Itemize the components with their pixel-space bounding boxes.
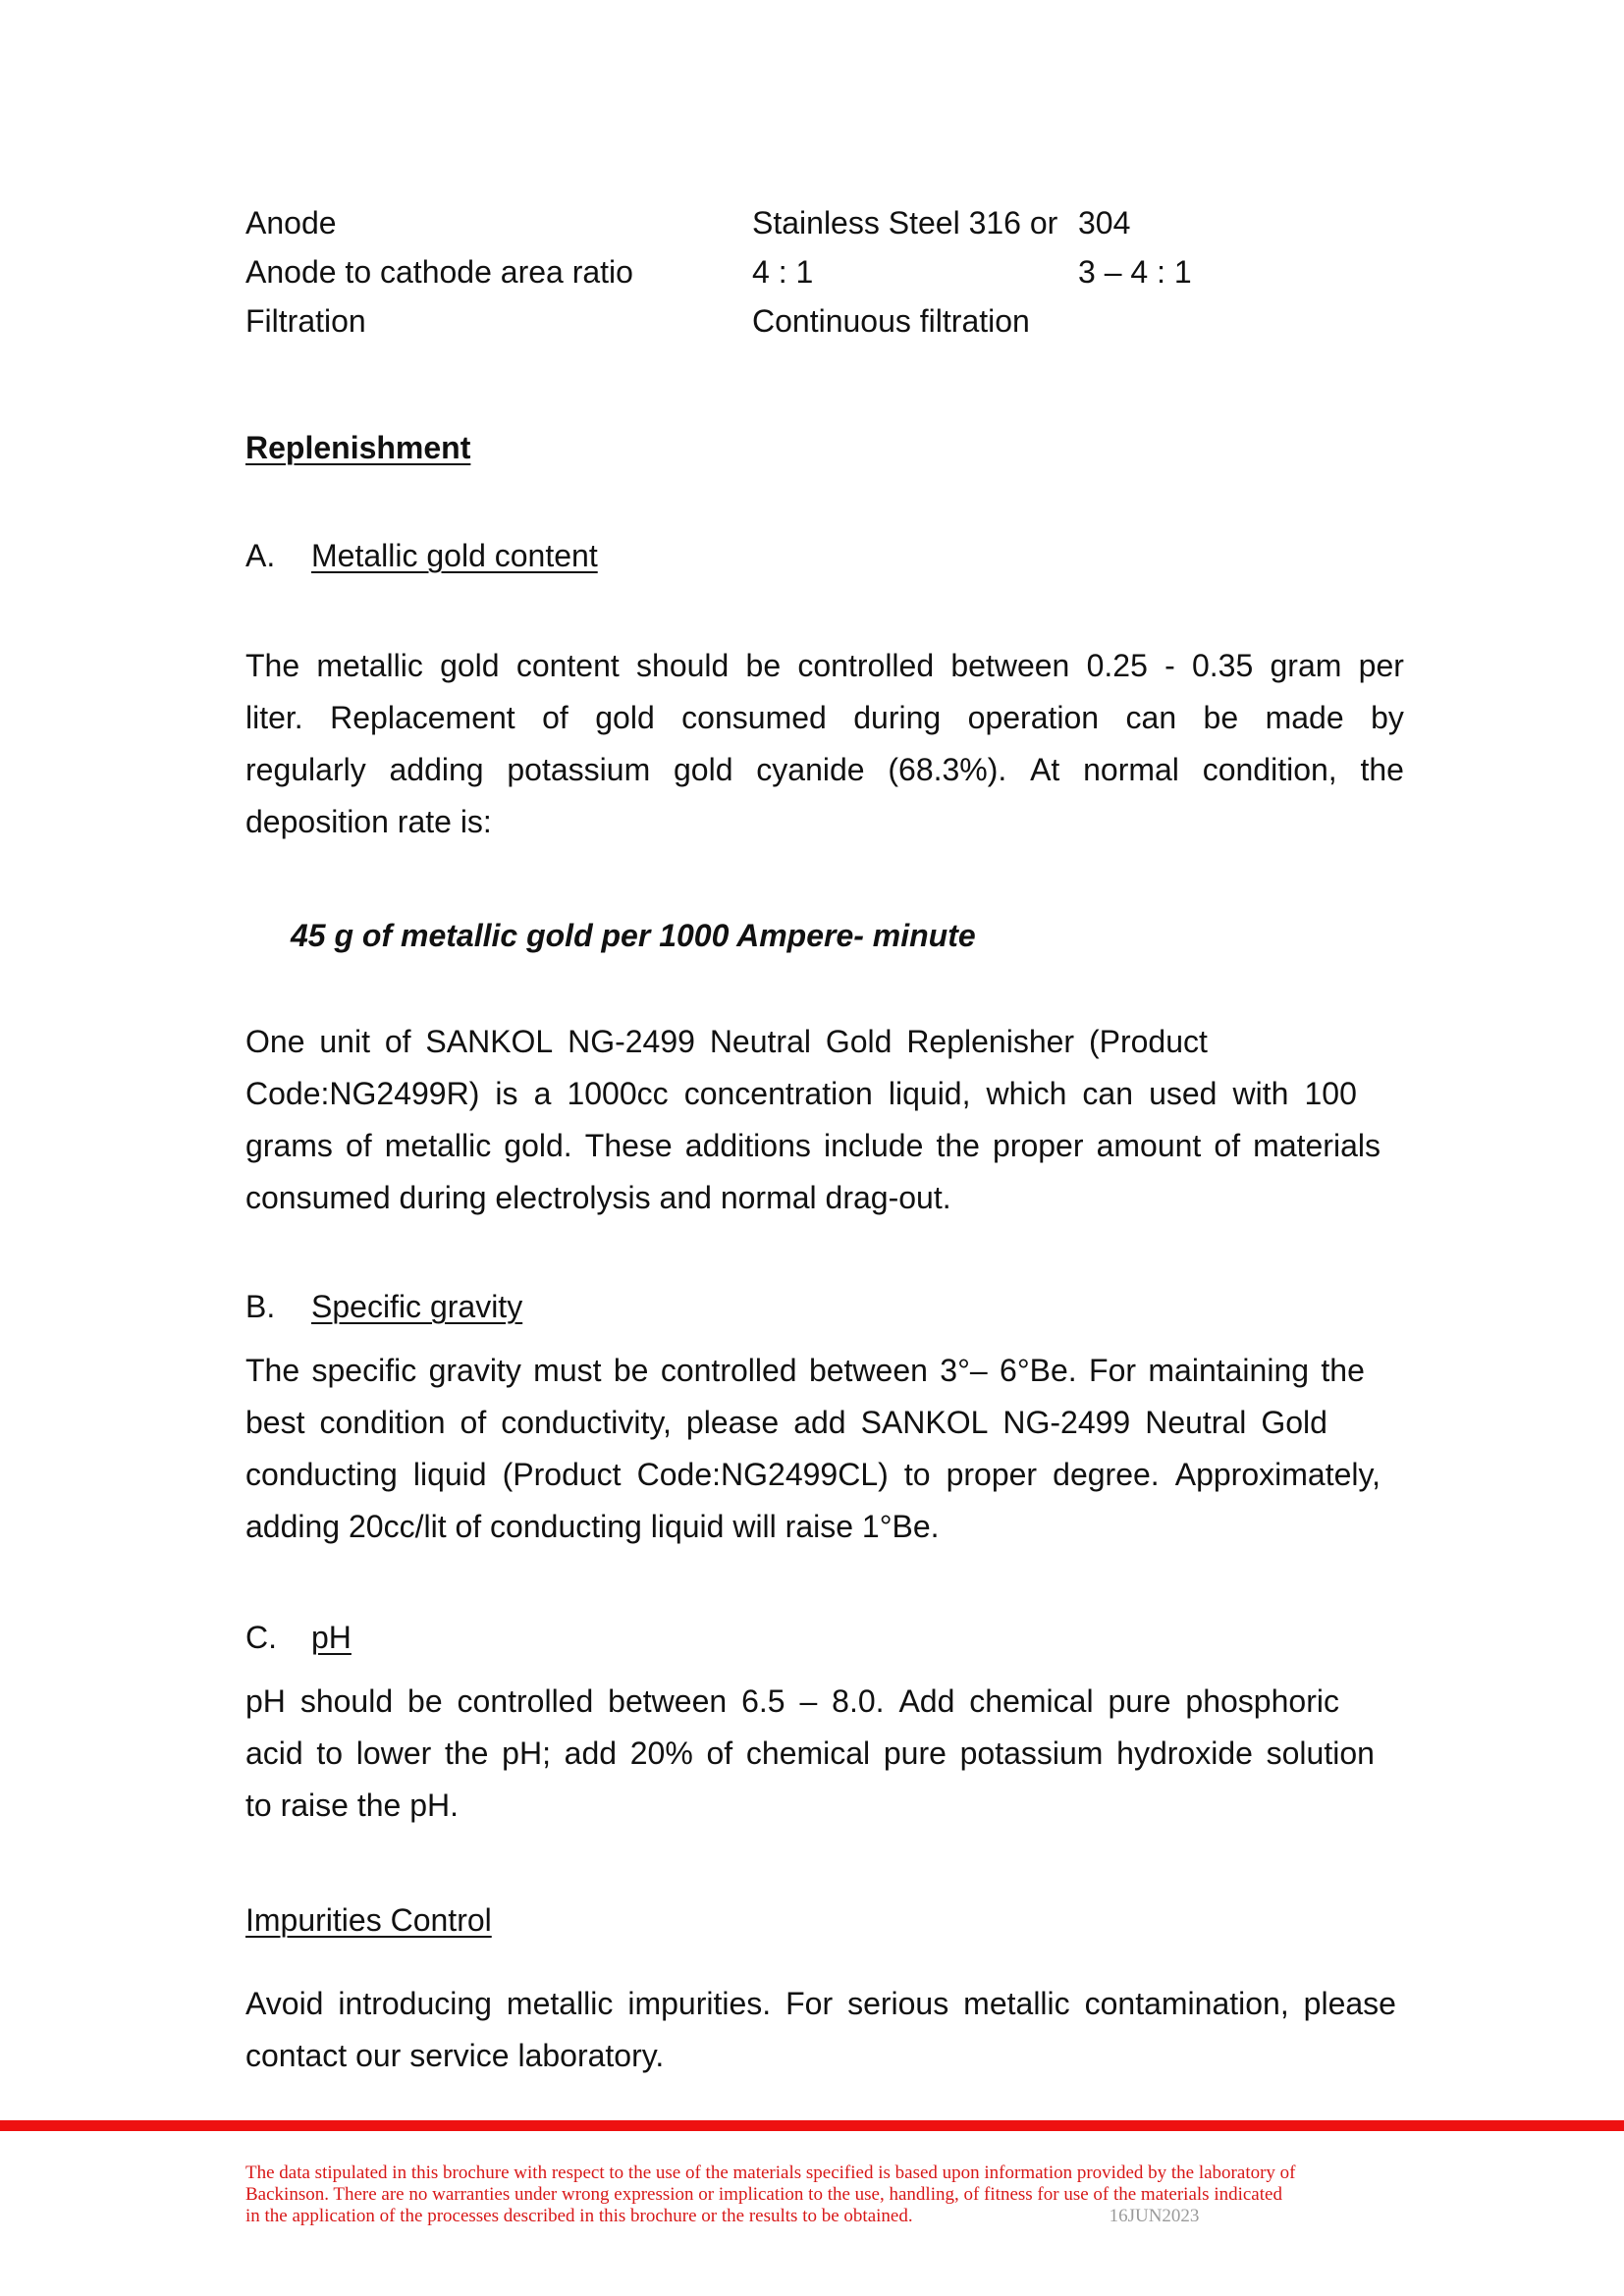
word: For [785, 1986, 834, 2021]
word: conductivity, [501, 1405, 672, 1440]
word: gravity [428, 1353, 521, 1388]
word: pH [245, 1683, 286, 1719]
word: is [495, 1076, 518, 1111]
word: consumed [681, 700, 827, 735]
word: between [950, 648, 1070, 683]
para-last-line: to raise the pH. [245, 1788, 459, 1823]
word: impurities. [627, 1986, 772, 2021]
word: The [245, 1353, 300, 1388]
word: content [515, 648, 620, 683]
word: the [1321, 1353, 1365, 1388]
word: pure [883, 1735, 947, 1771]
word: of [542, 700, 568, 735]
word: the [1360, 752, 1404, 787]
word: to [316, 1735, 344, 1771]
section-a-title: Metallic gold content [311, 538, 598, 573]
disclaimer-line-1: The data stipulated in this brochure with respect to the use of the materials specified is based upon information provided by the laboratory of [245, 2163, 1296, 2183]
word: of [384, 1024, 411, 1059]
disclaimer-line-3 [245, 2206, 1384, 2227]
word: please [685, 1405, 780, 1440]
spec-value-area-ratio: 4 : 1 [752, 254, 814, 290]
word: SANKOL [425, 1024, 554, 1059]
spec-label-filtration: Filtration [245, 303, 366, 339]
word: liter. [245, 700, 303, 735]
word: can [1082, 1076, 1134, 1111]
word: of [460, 1405, 487, 1440]
word: (68.3%). [888, 752, 1007, 787]
word: unit [319, 1024, 370, 1059]
para-line [245, 1449, 1380, 1501]
word: must [533, 1353, 602, 1388]
word: contamination, [1084, 1986, 1289, 2021]
word: 6°Be. [1000, 1353, 1077, 1388]
word: controlled [797, 648, 935, 683]
para-line [245, 1068, 1357, 1120]
word: (Product [502, 1457, 622, 1492]
word: solution [1266, 1735, 1375, 1771]
word: metallic [316, 648, 423, 683]
replenisher-paragraph [245, 1016, 1404, 1224]
word: condition, [1202, 752, 1337, 787]
word: of [345, 1128, 372, 1163]
word: For [1089, 1353, 1137, 1388]
word: liquid, [888, 1076, 971, 1111]
word: phosphoric [1185, 1683, 1339, 1719]
document-date: 16JUN2023 [1109, 2206, 1200, 2226]
word: metallic [963, 1986, 1070, 2021]
word: These [584, 1128, 673, 1163]
section-b-paragraph [245, 1345, 1404, 1553]
word: be [1203, 700, 1239, 735]
footer-disclaimer [245, 2163, 1384, 2227]
word: include [823, 1128, 924, 1163]
spec-value-filtration: Continuous filtration [752, 303, 1030, 339]
word: amount [1096, 1128, 1202, 1163]
word: Add [898, 1683, 955, 1719]
word: between [808, 1353, 928, 1388]
word: adding [389, 752, 484, 787]
word: pure [1108, 1683, 1171, 1719]
para-line [245, 1978, 1396, 2030]
word: proper [946, 1457, 1038, 1492]
word: 3°– [940, 1353, 988, 1388]
para-line [245, 1016, 1208, 1068]
word: proper [993, 1128, 1084, 1163]
word: should [636, 648, 730, 683]
word: gold [595, 700, 655, 735]
word: add [793, 1405, 846, 1440]
impurities-paragraph [245, 1978, 1404, 2082]
word: materials [1253, 1128, 1380, 1163]
word: pH; [502, 1735, 551, 1771]
word: gold. [504, 1128, 572, 1163]
word: during [853, 700, 942, 735]
word: (Product [1088, 1024, 1208, 1059]
word: 100 [1304, 1076, 1357, 1111]
word: condition [319, 1405, 446, 1440]
para-line [245, 1728, 1375, 1780]
word: chemical [969, 1683, 1094, 1719]
para-line [245, 1676, 1339, 1728]
word: metallic [384, 1128, 492, 1163]
section-c-letter: C. [245, 1620, 277, 1655]
word: Approximately, [1174, 1457, 1380, 1492]
word: hydroxide [1116, 1735, 1253, 1771]
word: potassium [507, 752, 651, 787]
word: At [1030, 752, 1060, 787]
word: lower [355, 1735, 432, 1771]
word: gold [674, 752, 733, 787]
word: Gold [825, 1024, 893, 1059]
spec-value-anode: Stainless Steel 316 or [752, 205, 1058, 240]
word: operation [967, 700, 1100, 735]
para-line [245, 640, 1404, 692]
word: additions [684, 1128, 811, 1163]
word: serious [847, 1986, 949, 2021]
word: gram [1270, 648, 1342, 683]
footer-divider [0, 2120, 1624, 2131]
section-b-letter: B. [245, 1289, 276, 1324]
word: 0.35 [1191, 648, 1254, 683]
word: made [1265, 700, 1344, 735]
word: 0.25 [1086, 648, 1148, 683]
word: per [1358, 648, 1404, 683]
word: best [245, 1405, 305, 1440]
section-a-paragraph [245, 640, 1404, 848]
spec-label-area-ratio: Anode to cathode area ratio [245, 254, 633, 290]
para-line [245, 744, 1404, 796]
word: specific [311, 1353, 417, 1388]
word: controlled [457, 1683, 594, 1719]
spec-extra-area-ratio: 3 – 4 : 1 [1078, 254, 1192, 290]
word: be [745, 648, 782, 683]
para-last-line: adding 20cc/lit of conducting liquid will raise 1°Be. [245, 1509, 940, 1544]
word: controlled [660, 1353, 797, 1388]
disclaimer-line-3-text: in the application of the processes described in this brochure or the results to be obtained. [245, 2206, 913, 2226]
word: to [903, 1457, 931, 1492]
word: metallic [506, 1986, 614, 2021]
word: Code:NG2499CL) [636, 1457, 889, 1492]
word: gold [440, 648, 500, 683]
word: 1000cc [567, 1076, 669, 1111]
replenishment-heading: Replenishment [245, 430, 471, 465]
section-b-title: Specific gravity [311, 1289, 523, 1324]
word: chemical [745, 1735, 871, 1771]
para-last-line: consumed during electrolysis and normal drag-out. [245, 1180, 951, 1215]
word: should [299, 1683, 394, 1719]
word: cyanide [756, 752, 865, 787]
word: be [613, 1353, 649, 1388]
word: used [1149, 1076, 1218, 1111]
word: with [1232, 1076, 1289, 1111]
section-c-title: pH [311, 1620, 352, 1655]
word: degree. [1053, 1457, 1160, 1492]
word: add [564, 1735, 618, 1771]
spec-label-anode: Anode [245, 205, 337, 240]
word: Replacement [330, 700, 515, 735]
section-a-letter: A. [245, 538, 276, 573]
word: be [407, 1683, 443, 1719]
impurities-title: Impurities Control [245, 1902, 492, 1938]
word: Gold [1261, 1405, 1327, 1440]
word: of [1214, 1128, 1241, 1163]
word: Neutral [709, 1024, 811, 1059]
word: NG-2499 [1002, 1405, 1131, 1440]
para-line [245, 1120, 1380, 1172]
word: acid [245, 1735, 303, 1771]
word: which [986, 1076, 1067, 1111]
word: the [444, 1735, 489, 1771]
para-line [245, 1397, 1327, 1449]
word: Avoid [245, 1986, 324, 2021]
word: liquid [412, 1457, 487, 1492]
para-line [245, 1345, 1365, 1397]
disclaimer-line-2: Backinson. There are no warranties under wrong expression or implication to the use, handling, of fitness for use of the materials indicated [245, 2184, 1282, 2205]
word: SANKOL [860, 1405, 989, 1440]
word: 8.0. [832, 1683, 885, 1719]
para-last-line: contact our service laboratory. [245, 2038, 665, 2073]
word: maintaining [1148, 1353, 1310, 1388]
word: conducting [245, 1457, 398, 1492]
spec-extra-anode: 304 [1078, 205, 1131, 240]
word: NG-2499 [568, 1024, 695, 1059]
word: - [1164, 648, 1175, 683]
para-last-line: deposition rate is: [245, 804, 492, 839]
word: 20% [629, 1735, 693, 1771]
word: normal [1083, 752, 1179, 787]
word: The [245, 648, 300, 683]
word: 6.5 [741, 1683, 785, 1719]
word: can [1125, 700, 1177, 735]
word: concentration [683, 1076, 873, 1111]
word: Code:NG2499R) [245, 1076, 480, 1111]
section-c-paragraph [245, 1676, 1404, 1832]
deposition-rate: 45 g of metallic gold per 1000 Ampere- minute [291, 918, 976, 953]
word: Replenisher [906, 1024, 1075, 1059]
word: a [533, 1076, 552, 1111]
para-line [245, 692, 1404, 744]
word: by [1371, 700, 1404, 735]
word: introducing [338, 1986, 492, 2021]
word: the [936, 1128, 980, 1163]
word: One [245, 1024, 305, 1059]
word: – [799, 1683, 818, 1719]
word: Neutral [1145, 1405, 1247, 1440]
word: between [608, 1683, 728, 1719]
word: please [1303, 1986, 1396, 2021]
word: regularly [245, 752, 366, 787]
word: potassium [959, 1735, 1104, 1771]
word: of [706, 1735, 733, 1771]
word: grams [245, 1128, 333, 1163]
